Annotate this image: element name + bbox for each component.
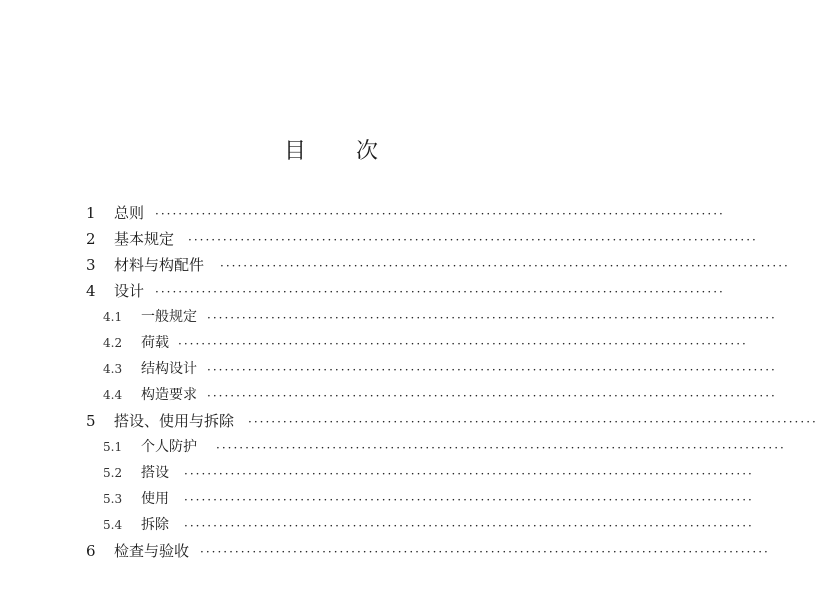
toc-entry-title: 材料与构配件 [114,256,205,274]
toc-entry-number: 4.4 [103,388,123,402]
page-title-left: 目 [283,139,306,164]
toc-entry-title: 构造要求 [141,387,197,403]
toc-entry-number: 1 [86,204,96,222]
toc-entry-title: 搭设 [141,465,169,481]
toc-entry-number: 5.4 [103,518,123,532]
toc-entry-title: 检查与验收 [114,542,190,560]
toc-leader-dots: ·································································································· [155,285,725,299]
toc-entry-title: 拆除 [141,517,169,533]
toc-entry-number: 5.3 [103,492,123,506]
toc-entry-number: 5 [86,412,96,430]
toc-leader-dots: ·································································································· [207,311,777,325]
toc-entry-title: 个人防护 [141,439,197,455]
toc-entry-title: 设计 [114,282,145,300]
toc-entry-title: 搭设、使用与拆除 [114,412,235,430]
toc-entry-title: 结构设计 [141,361,197,377]
toc-leader-dots: ·································································································· [184,519,754,533]
toc-leader-dots: ·································································································· [184,493,754,507]
toc-entry-title: 总则 [114,204,145,222]
toc-entry-number: 5.1 [103,440,123,454]
toc-entry-number: 5.2 [103,466,123,480]
toc-entry-number: 4.3 [103,362,123,376]
toc-entry-title: 基本规定 [114,230,175,248]
toc-entry-title: 使用 [141,491,169,507]
toc-leader-dots: ·································································································· [207,363,777,377]
toc-leader-dots: ·································································································· [178,337,748,351]
toc-entry-title: 荷载 [141,335,169,351]
toc-leader-dots: ·································································································· [220,259,790,273]
toc-leader-dots: ·································································································· [188,233,758,247]
toc-leader-dots: ·································································································· [155,207,725,221]
toc-entry-title: 一般规定 [141,309,197,325]
page-title [0,134,662,165]
toc-leader-dots: ·································································································· [216,441,786,455]
toc-entry-number: 2 [86,230,96,248]
toc-entry-number: 3 [86,256,96,274]
toc-leader-dots: ·································································································· [200,545,770,559]
toc-entry-number: 6 [86,542,96,560]
toc-entry-number: 4.1 [103,310,123,324]
toc-leader-dots: ·································································································· [248,415,818,429]
toc-leader-dots: ·································································································· [207,389,777,403]
toc-entry-number: 4 [86,282,96,300]
toc-entry-number: 4.2 [103,336,123,350]
toc-leader-dots: ·································································································· [184,467,754,481]
page-title-right: 次 [356,139,379,164]
